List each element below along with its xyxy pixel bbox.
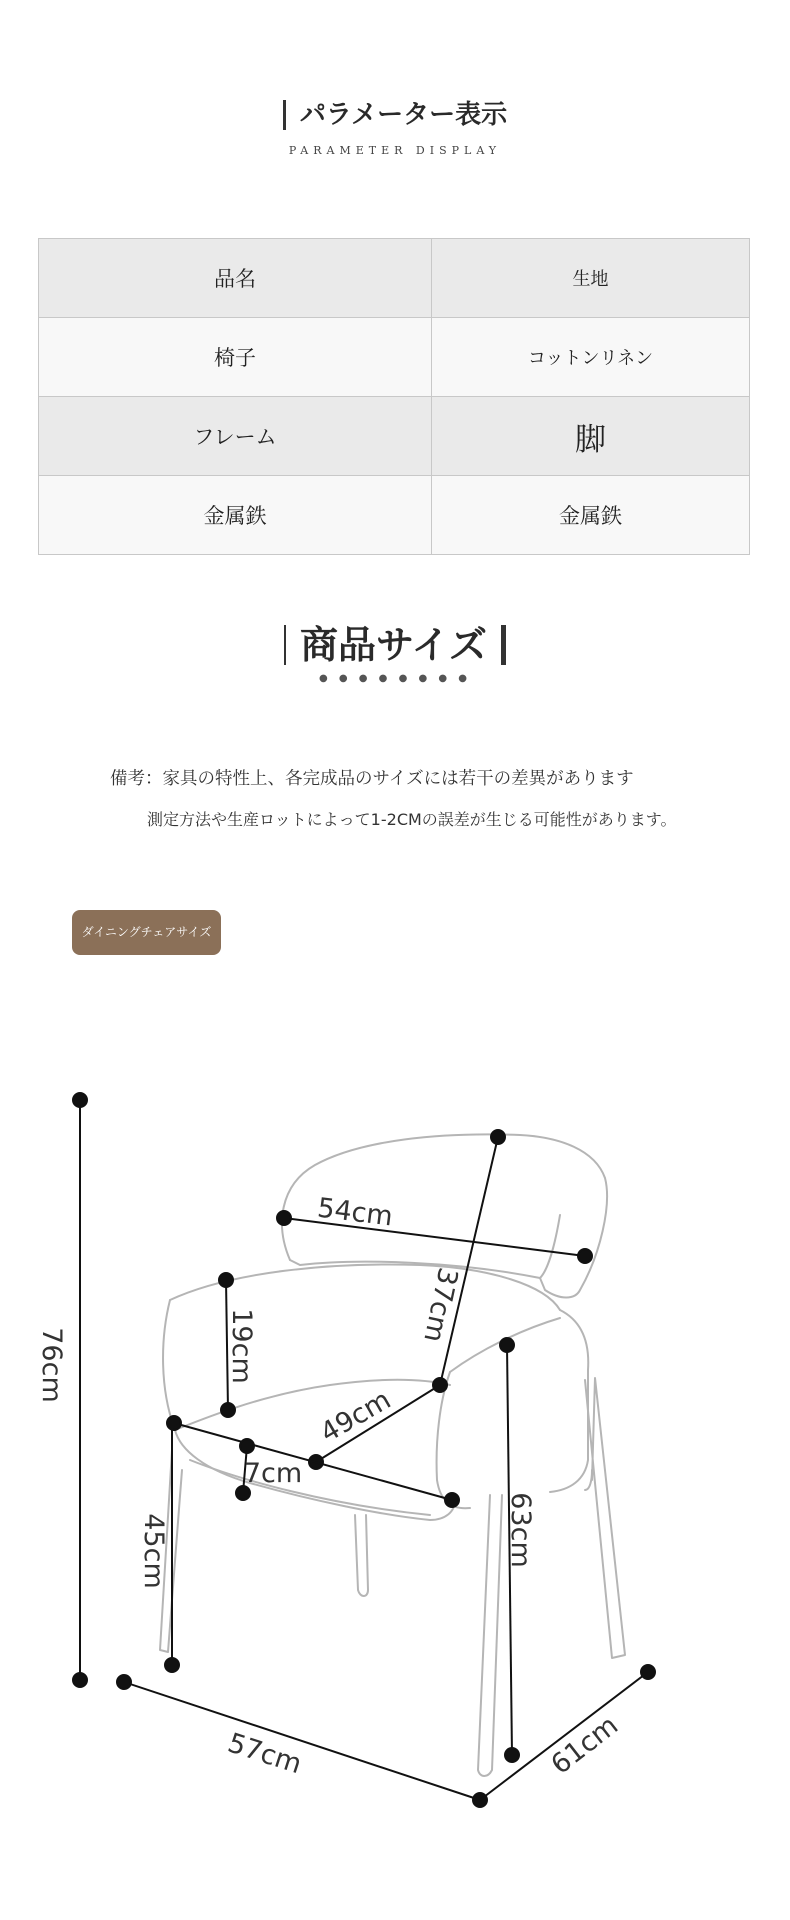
size-subtitle-dots: ● ● ● ● ● ● ● ● [318,673,472,684]
dim-seat-height-label: 45cm [138,1513,169,1589]
dim-back-diagonal-label: 37cm [417,1264,464,1345]
dim-back-width-label: 54cm [315,1192,395,1233]
table-cell: 生地 [432,239,750,318]
dim-seat-diagonal-label: 49cm [315,1384,397,1449]
table-cell: フレーム [39,397,432,476]
dim-width-label: 57cm [223,1727,306,1781]
dim-arm-to-floor-label: 63cm [505,1492,536,1568]
dim-total-height-label: 76cm [36,1327,67,1403]
dining-chair-size-badge: ダイニングチェアサイズ [72,910,221,955]
parameter-subtitle: PARAMETER DISPLAY [288,144,502,157]
table-cell: 脚 [432,397,750,476]
size-note-tolerance: 測定方法や生産ロットによって1-2CMの誤差が生じる可能性があります。 [147,810,677,829]
chair-outline [160,1134,625,1776]
dim-arm-height-label: 19cm [226,1308,257,1384]
table-cell: 品名 [39,239,432,318]
size-note: 備考：家具の特性上、各完成品のサイズには若干の差異があります [110,769,634,789]
table-cell: 金属鉄 [432,476,750,555]
table-cell: 金属鉄 [39,476,432,555]
parameter-title: パラメーター表示 [283,100,507,130]
dim-seat-thickness-label: 7cm [243,1458,303,1489]
size-title: 商品サイズ [284,625,506,665]
table-cell: 椅子 [39,318,432,397]
table-cell: コットンリネン [432,318,750,397]
dim-depth-label: 61cm [545,1709,625,1781]
